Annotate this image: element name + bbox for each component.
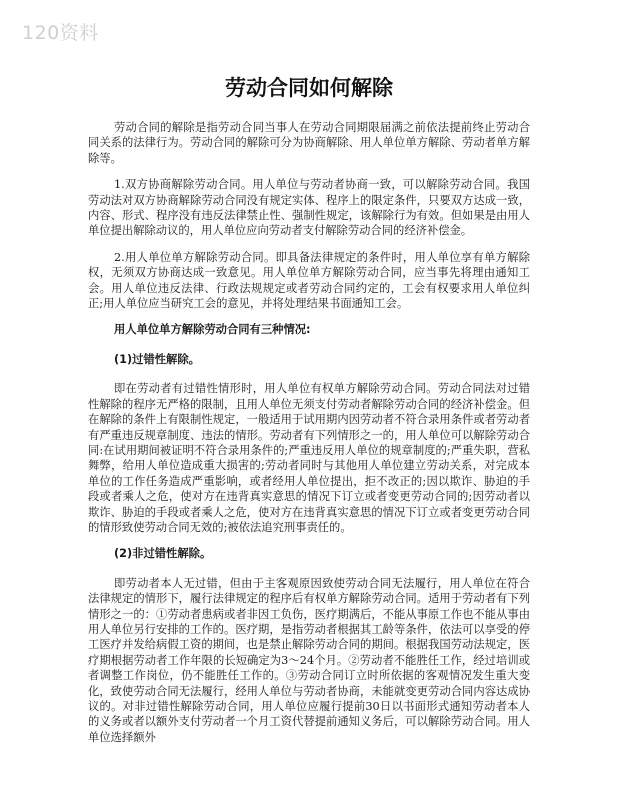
nonfault-termination-paragraph: 即劳动者本人无过错，但由于主客观原因致使劳动合同无法履行，用人单位在符合法律规定的情形下，履行法律规定的程序后有权单方解除劳动合同。适用于劳动者有下列情形之一的：①劳动者患病或者非因工负伤，医疗期满后，不能从事原工作也不能从事由用人单位另行安排的工作的。医疗期，是指劳动者根据其工龄等条件，依法可以享受的停工医疗并发给病假工资的期间，也是禁止解除劳动合同的期间。根据我国劳动法规定，医疗期根据劳动者工作年限的长短确定为3～24个月。②劳动者不能胜任工作，经过培训或者调整工作岗位，仍不能胜任工作的。③劳动合同订立时所依据的客观情况发生重大变化，致使劳动合同无法履行，经用人单位与劳动者协商，未能就变更劳动合同内容达成协议的。对非过错性解除劳动合同，用人单位应履行提前30日以书面形式通知劳动者本人的义务或者以额外支付劳动者一个月工资代替提前通知义务后，可以解除劳动合同。用人单位选择额外 (88, 576, 530, 744)
mutual-termination-paragraph: 1.双方协商解除劳动合同。用人单位与劳动者协商一致，可以解除劳动合同。我国劳动法对双方协商解除劳动合同没有规定实体、程序上的限定条件，只要双方达成一致，内容、形式、程序没有违反法律禁止性、强制性规定，该解除行为有效。但如果是由用人单位提出解除动议的，用人单位应向劳动者支付解除劳动合同的经济补偿金。 (88, 178, 530, 238)
document-page (88, 72, 530, 756)
fault-termination-paragraph: 即在劳动者有过错性情形时，用人单位有权单方解除劳动合同。劳动合同法对过错性解除的程序无严格的限制，且用人单位无须支付劳动者解除劳动合同的经济补偿金。但在解除的条件上有限制性规定，一般适用于试用期内因劳动者不符合录用条件或者劳动者有严重违反规章制度、违法的情形。劳动者有下列情形之一的，用人单位可以解除劳动合同:在试用期间被证明不符合录用条件的;严重违反用人单位的规章制度的;严重失职，营私舞弊，给用人单位造成重大损害的;劳动者同时与其他用人单位建立劳动关系，对完成本单位的工作任务造成严重影响，或者经用人单位提出，拒不改正的;因以欺诈、胁迫的手段或者乘人之危，使对方在违背真实意思的情况下订立或者变更劳动合同的;因劳动者以欺诈、胁迫的手段或者乘人之危，使对方在违背真实意思的情况下订立或者变更劳动合同的情形致使劳动合同无效的;被依法追究刑事责任的。 (88, 382, 530, 534)
section-heading-three-cases: 用人单位单方解除劳动合同有三种情况: (113, 323, 311, 337)
section-heading-nonfault: (2)非过错性解除。 (113, 547, 212, 561)
intro-paragraph: 劳动合同的解除是指劳动合同当事人在劳动合同期限届满之前依法提前终止劳动合同关系的法律行为。劳动合同的解除可分为协商解除、用人单位单方解除、劳动者单方解除等。 (88, 121, 530, 165)
page-title: 劳动合同如何解除 (225, 76, 393, 100)
unilateral-termination-paragraph: 2.用人单位单方解除劳动合同。即具备法律规定的条件时，用人单位享有单方解除权，无须双方协商达成一致意见。用人单位单方解除劳动合同，应当事先将理由通知工会。用人单位违反法律、行政法规规定或者劳动合同约定的，工会有权要求用人单位纠正;用人单位应当研究工会的意见，并将处理结果书面通知工会。 (88, 250, 530, 311)
watermark-logo: 120资料 (22, 22, 99, 44)
section-heading-fault: (1)过错性解除。 (113, 352, 200, 366)
